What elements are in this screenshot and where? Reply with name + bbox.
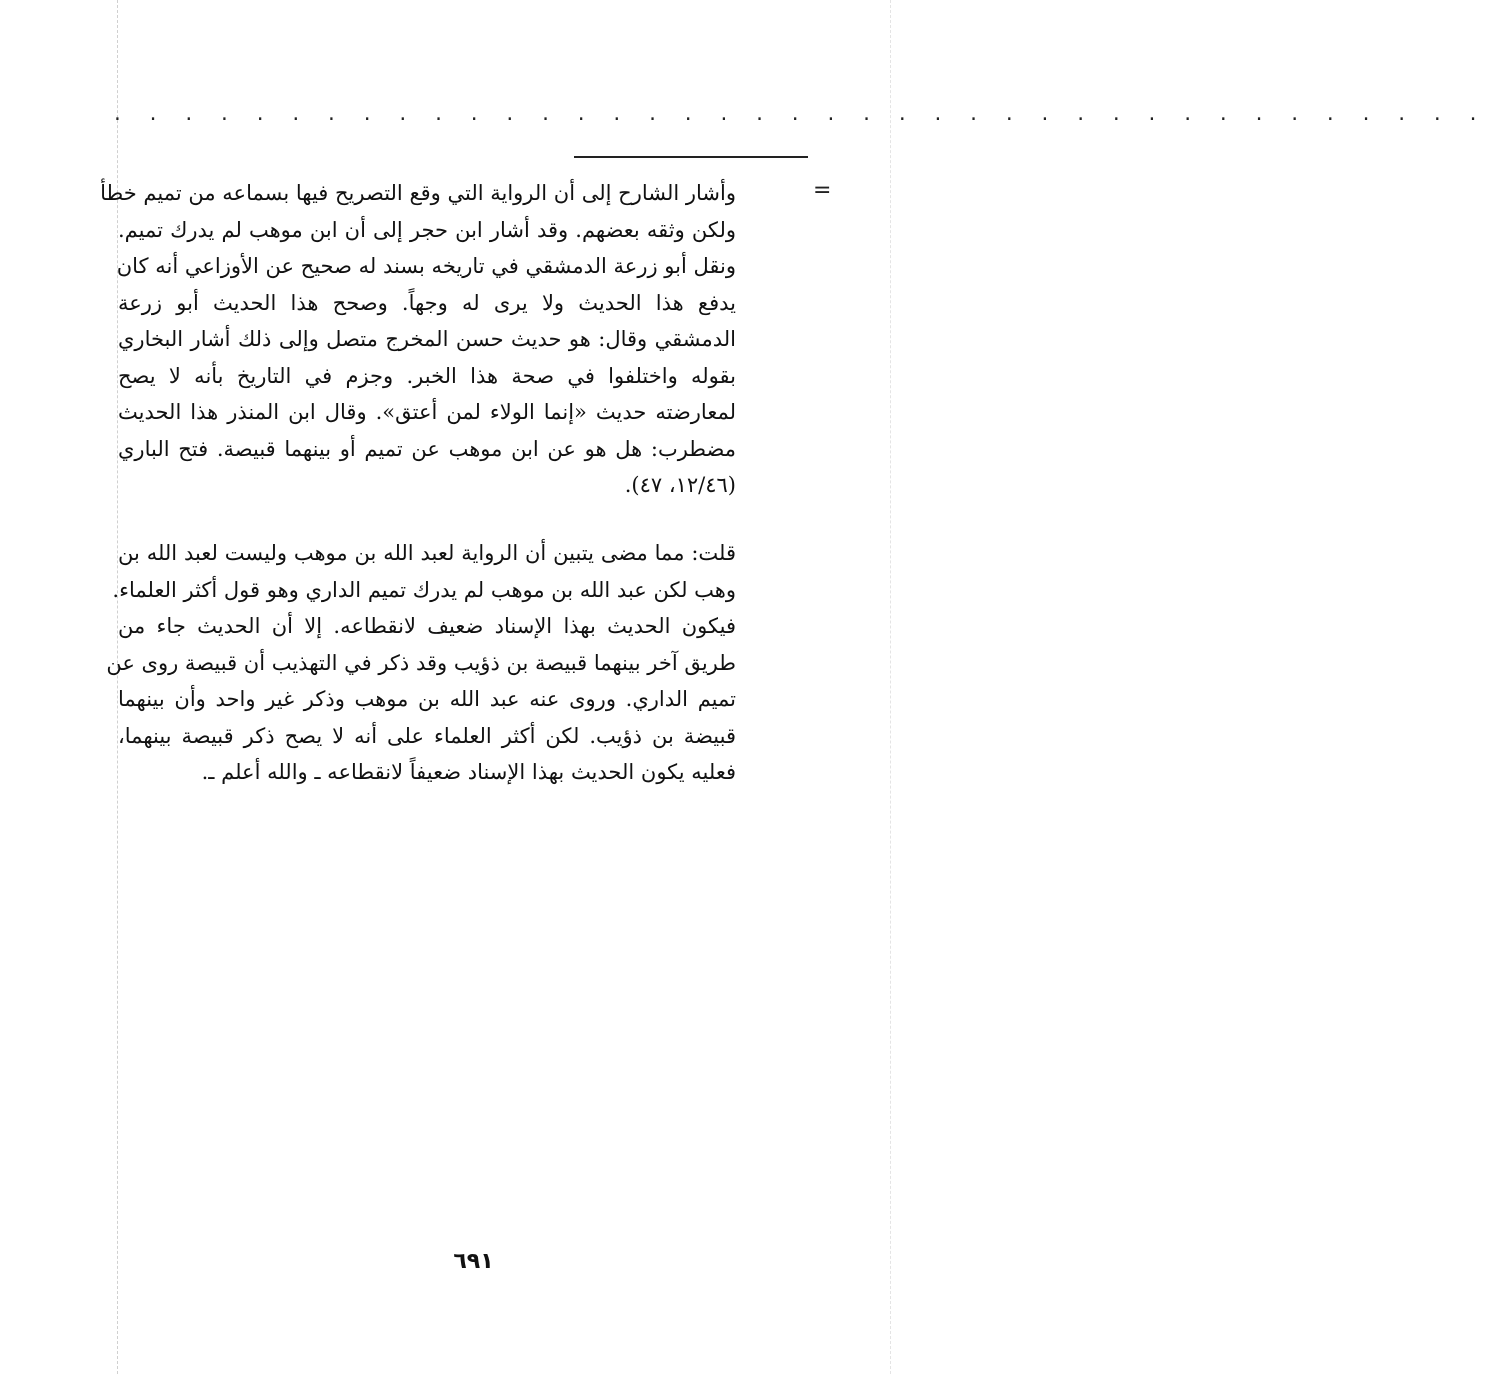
text-line: قلت: مما مضى يتبين أن الرواية لعبد الله بن موهب وليست لعبد الله بن: [118, 541, 736, 565]
footnote-paragraph-2: [106, 535, 736, 791]
text-line: بقوله واختلفوا في صحة هذا الخبر. وجزم في التاريخ بأنه لا يصح: [118, 363, 736, 388]
text-line: الدمشقي وقال: هو حديث حسن المخرج متصل وإلى ذلك أشار البخاري: [118, 327, 736, 351]
text-line: يدفع هذا الحديث ولا يرى له وجهاً. وصحح هذا الحديث أبو زرعة: [118, 290, 736, 315]
footnote-separator-rule: [574, 156, 808, 158]
text-line: وهب لكن عبد الله بن موهب لم يدرك تميم الداري وهو قول أكثر العلماء.: [112, 577, 736, 602]
text-line: ونقل أبو زرعة الدمشقي في تاريخه بسند له صحيح عن الأوزاعي أنه كان: [116, 254, 736, 278]
continuation-mark: =: [813, 178, 832, 203]
page-number: ٦٩١: [453, 1249, 494, 1274]
citation-line: (١٢/٤٦، ٤٧).: [624, 473, 736, 497]
text-line: تميم الداري. وروى عنه عبد الله بن موهب وذكر غير واحد وأن بينهما: [118, 687, 736, 711]
text-line: فعليه يكون الحديث بهذا الإسناد ضعيفاً لانقطاعه ـ والله أعلم ـ.: [201, 760, 736, 784]
text-line: قبيضة بن ذؤيب. لكن أكثر العلماء على أنه لا يصح ذكر قبيصة بينهما،: [118, 723, 736, 748]
footnote-paragraph-1: [100, 175, 736, 504]
text-line: مضطرب: هل هو عن ابن موهب عن تميم أو بينهما قبيصة. فتح الباري: [118, 436, 736, 461]
text-line: ولكن وثقه بعضهم. وقد أشار ابن حجر إلى أن ابن موهب لم يدرك تميم.: [118, 217, 736, 242]
text-line: فيكون الحديث بهذا الإسناد ضعيف لانقطاعه. إلا أن الحديث جاء من: [118, 614, 736, 638]
text-line: لمعارضته حديث «إنما الولاء لمن أعتق». وقال ابن المنذر هذا الحديث: [118, 400, 736, 424]
text-line: طريق آخر بينهما قبيصة بن ذؤيب وقد ذكر في التهذيب أن قبيصة روى عن: [106, 650, 736, 675]
text-line: وأشار الشارح إلى أن الرواية التي وقع التصريح فيها بسماعه من تميم خطأ: [100, 181, 736, 205]
scan-edge-right: [890, 0, 891, 1374]
dot-leader: . . . . . . . . . . . . . . . . . . . . . . . . . . . . . . . . . . . . . . .: [112, 104, 1485, 125]
